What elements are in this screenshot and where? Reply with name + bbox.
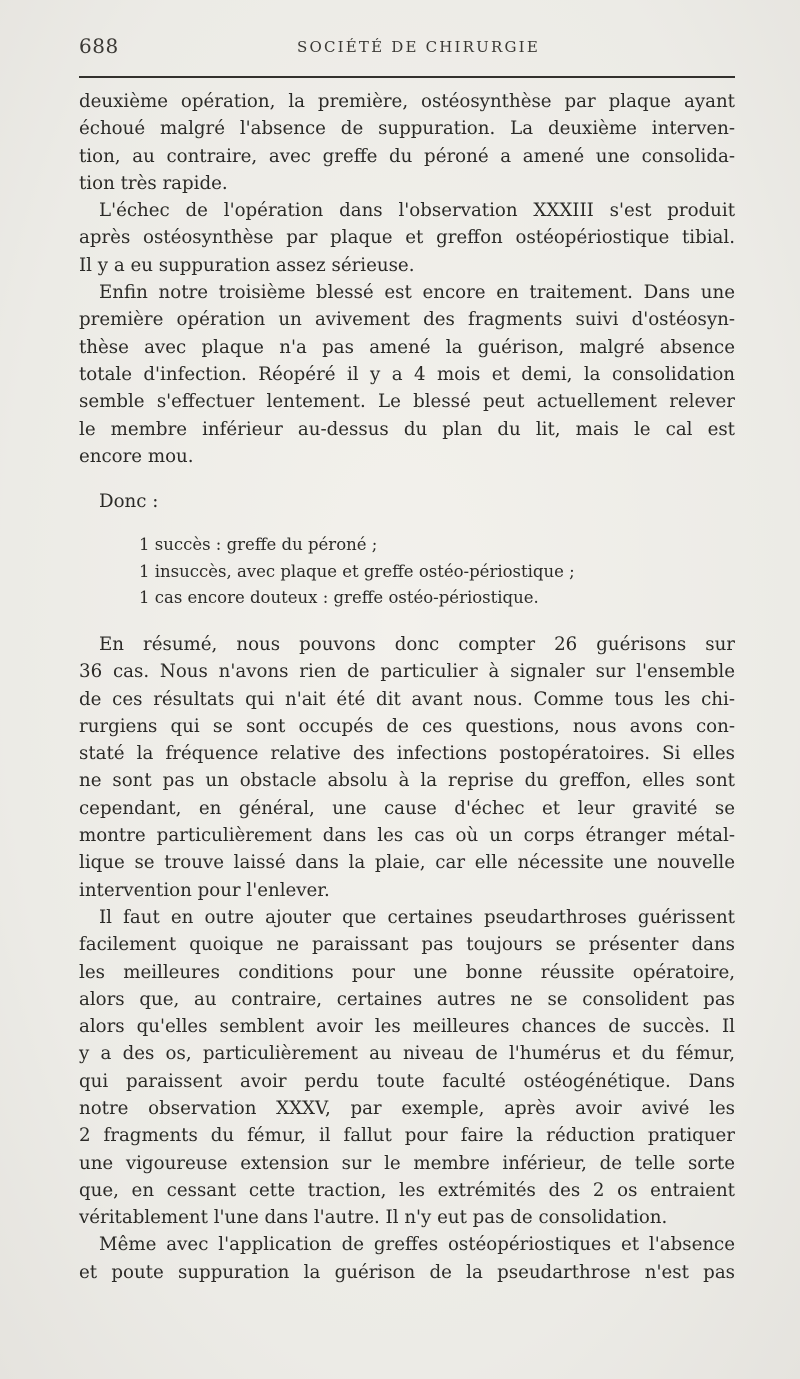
text-line: 2 fragments du fémur, il fallut pour faire la réduction pratiquer bbox=[79, 1125, 735, 1147]
paragraph-6 bbox=[79, 1231, 735, 1286]
text-line: Même avec l'application de greffes ostéopériostiques et l'absence bbox=[99, 1234, 735, 1256]
list-item: 1 cas encore douteux : greffe ostéo-périostique. bbox=[139, 588, 539, 608]
page-header bbox=[79, 34, 735, 58]
text-line: montre particulièrement dans les cas où un corps étranger métal- bbox=[79, 825, 735, 847]
paragraph-4 bbox=[79, 631, 735, 904]
results-list bbox=[79, 531, 735, 611]
text-line: 36 cas. Nous n'avons rien de particulier à signaler sur l'ensemble bbox=[79, 661, 735, 683]
text-line: facilement quoique ne paraissant pas toujours se présenter dans bbox=[79, 934, 735, 956]
text-line: le membre inférieur au-dessus du plan du lit, mais le cal est bbox=[79, 418, 735, 440]
text-line: notre observation XXXV, par exemple, après avoir avivé les bbox=[79, 1098, 735, 1119]
list-item: 1 succès : greffe du péroné ; bbox=[139, 535, 378, 555]
spacer bbox=[79, 470, 735, 488]
text-line: staté la fréquence relative des infections postopératoires. Si elles bbox=[79, 743, 735, 765]
header-rule bbox=[79, 76, 735, 78]
paragraph-5 bbox=[79, 904, 735, 1232]
text-line: Enfin notre troisième blessé est encore en traitement. Dans une bbox=[99, 282, 735, 304]
text-line: qui paraissent avoir perdu toute faculté ostéogénétique. Dans bbox=[79, 1070, 735, 1092]
text-line: y a des os, particulièrement au niveau de l'humérus et du fémur, bbox=[79, 1043, 735, 1065]
text-line: tion très rapide. bbox=[79, 172, 228, 194]
body-text bbox=[79, 88, 735, 1286]
text-line: lique se trouve laissé dans la plaie, car elle nécessite une nouvelle bbox=[79, 852, 735, 874]
spacer bbox=[79, 611, 735, 631]
donc-label: Donc : bbox=[99, 491, 159, 513]
text-line: première opération un avivement des fragments suivi d'ostéosyn- bbox=[79, 309, 735, 331]
text-line: alors qu'elles semblent avoir les meilleures chances de succès. Il bbox=[79, 1016, 735, 1038]
text-line: échoué malgré l'absence de suppuration. La deuxième interven- bbox=[79, 118, 735, 140]
text-line: que, en cessant cette traction, les extrémités des 2 os entraient bbox=[79, 1179, 735, 1201]
text-line: véritablement l'une dans l'autre. Il n'y eut pas de consolidation. bbox=[79, 1207, 668, 1229]
text-line: encore mou. bbox=[79, 445, 194, 467]
text-line: totale d'infection. Réopéré il y a 4 mois et demi, la consolidation bbox=[79, 363, 735, 385]
text-line: après ostéosynthèse par plaque et greffon ostéopériostique tibial. bbox=[79, 227, 735, 249]
list-item: 1 insuccès, avec plaque et greffe ostéo-périostique ; bbox=[139, 561, 575, 581]
text-line: Il y a eu suppuration assez sérieuse. bbox=[79, 254, 415, 276]
text-line: alors que, au contraire, certaines autres ne se consolident pas bbox=[79, 988, 735, 1010]
text-line: Il faut en outre ajouter que certaines pseudarthroses guérissent bbox=[99, 906, 735, 928]
text-line: une vigoureuse extension sur le membre inférieur, de telle sorte bbox=[79, 1152, 735, 1174]
text-line: En résumé, nous pouvons donc compter 26 guérisons sur bbox=[99, 633, 735, 655]
spacer bbox=[79, 515, 735, 531]
text-line: ne sont pas un obstacle absolu à la reprise du greffon, elles sont bbox=[79, 770, 735, 792]
paragraph-1 bbox=[79, 88, 735, 197]
text-line: intervention pour l'enlever. bbox=[79, 879, 330, 901]
text-line: L'échec de l'opération dans l'observation XXXIII s'est produit bbox=[99, 200, 735, 222]
text-line: thèse avec plaque n'a pas amené la guérison, malgré absence bbox=[79, 336, 735, 358]
text-line: rurgiens qui se sont occupés de ces questions, nous avons con- bbox=[79, 715, 735, 737]
paragraph-2 bbox=[79, 197, 735, 279]
text-line: tion, au contraire, avec greffe du péroné a amené une consolida- bbox=[79, 145, 735, 167]
text-line: les meilleures conditions pour une bonne réussite opératoire, bbox=[79, 961, 735, 983]
page-number: 688 bbox=[79, 34, 119, 58]
running-head: SOCIÉTÉ DE CHIRURGIE bbox=[297, 38, 540, 56]
text-line: et poute suppuration la guérison de la pseudarthrose n'est pas bbox=[79, 1261, 735, 1283]
paragraph-3 bbox=[79, 279, 735, 470]
text-line: cependant, en général, une cause d'échec et leur gravité se bbox=[79, 797, 735, 819]
text-line: deuxième opération, la première, ostéosynthèse par plaque ayant bbox=[79, 91, 735, 112]
text-line: semble s'effectuer lentement. Le blessé peut actuellement relever bbox=[79, 391, 735, 413]
text-line: de ces résultats qui n'ait été dit avant nous. Comme tous les chi- bbox=[79, 688, 735, 710]
